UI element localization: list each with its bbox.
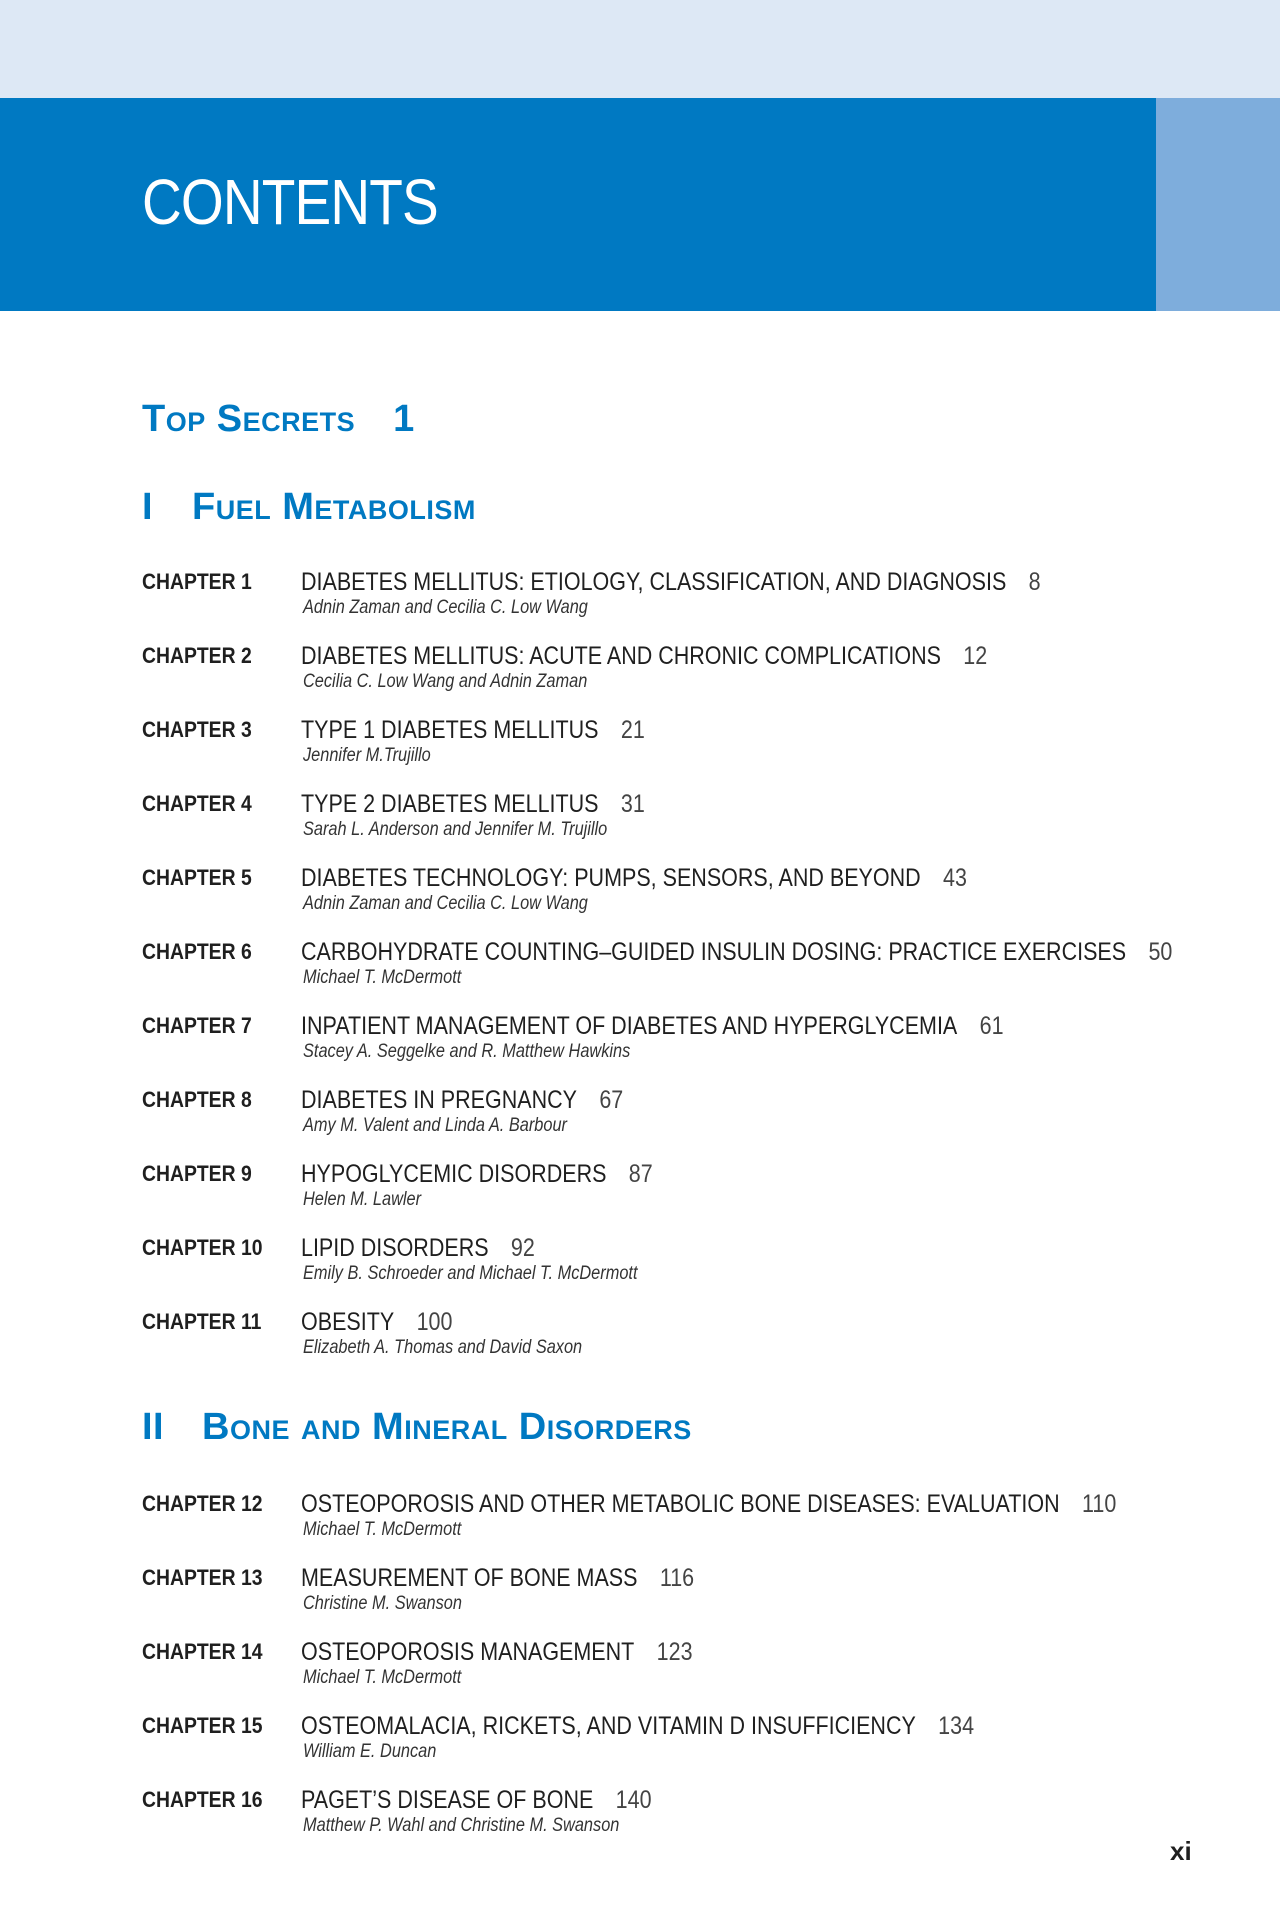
chapter-entry[interactable] [142, 1308, 1182, 1382]
chapter-title-line [301, 1786, 1059, 1814]
chapter-title-line [301, 790, 1059, 818]
chapter-body [301, 1308, 1182, 1382]
chapter-title-line [301, 716, 1059, 744]
chapter-title[interactable]: OSTEOMALACIA, RICKETS, AND VITAMIN D INSUFFICIENCY [301, 1712, 916, 1740]
part-title: Bone and Mineral Disorders [202, 1406, 692, 1448]
chapter-page-number: 92 [510, 1234, 535, 1262]
chapter-label: CHAPTER 14 [142, 1639, 263, 1664]
chapter-body [301, 1086, 1182, 1160]
chapter-entry[interactable] [142, 1490, 1182, 1564]
chapter-entry[interactable] [142, 790, 1182, 864]
chapter-label: CHAPTER 11 [142, 1309, 262, 1334]
chapter-entry[interactable] [142, 864, 1182, 938]
chapter-authors: Michael T. McDermott [303, 967, 462, 988]
chapter-title-line [301, 1160, 1059, 1188]
chapter-title[interactable]: TYPE 2 DIABETES MELLITUS [301, 790, 599, 818]
part-number: II [142, 1406, 165, 1448]
top-secrets-label: Top Secrets [142, 398, 356, 440]
chapter-authors: Matthew P. Wahl and Christine M. Swanson [303, 1815, 620, 1836]
chapter-body [301, 1234, 1182, 1308]
chapter-title[interactable]: DIABETES IN PREGNANCY [301, 1086, 577, 1114]
chapter-authors: Sarah L. Anderson and Jennifer M. Trujillo [303, 819, 608, 840]
chapter-title[interactable]: INPATIENT MANAGEMENT OF DIABETES AND HYPERGLYCEMIA [301, 1012, 958, 1040]
chapter-page-number: 61 [979, 1012, 1004, 1040]
part-number: I [142, 486, 154, 528]
chapter-title-line [301, 1490, 1116, 1518]
chapter-label: CHAPTER 9 [142, 1161, 252, 1186]
chapter-body [301, 642, 1182, 716]
chapter-title[interactable]: DIABETES TECHNOLOGY: PUMPS, SENSORS, AND BEYOND [301, 864, 921, 892]
chapter-body [301, 1012, 1182, 1086]
chapter-authors: Adnin Zaman and Cecilia C. Low Wang [303, 893, 588, 914]
chapter-body [301, 938, 1280, 1012]
chapter-page-number: 123 [656, 1638, 693, 1666]
chapter-page-number: 50 [1148, 938, 1173, 966]
chapter-authors: Adnin Zaman and Cecilia C. Low Wang [303, 597, 588, 618]
chapter-title-line [301, 1638, 1059, 1666]
chapter-title[interactable]: PAGET’S DISEASE OF BONE [301, 1786, 594, 1814]
chapter-label: CHAPTER 3 [142, 717, 252, 742]
chapter-title[interactable]: LIPID DISORDERS [301, 1234, 489, 1262]
chapter-label: CHAPTER 15 [142, 1713, 263, 1738]
chapter-entry[interactable] [142, 642, 1182, 716]
chapter-page-number: 140 [615, 1786, 652, 1814]
chapter-body [301, 716, 1182, 790]
chapter-label: CHAPTER 6 [142, 939, 252, 964]
chapter-page-number: 8 [1028, 568, 1041, 596]
chapter-entry[interactable] [142, 938, 1182, 1012]
chapter-title[interactable]: MEASUREMENT OF BONE MASS [301, 1564, 638, 1592]
chapter-title[interactable]: TYPE 1 DIABETES MELLITUS [301, 716, 599, 744]
part-title: Fuel Metabolism [192, 486, 476, 528]
chapter-body [301, 864, 1182, 938]
chapter-page-number: 67 [599, 1086, 624, 1114]
chapter-title-line [301, 864, 1059, 892]
chapter-page-number: 43 [943, 864, 967, 892]
chapter-page-number: 116 [659, 1564, 695, 1592]
chapter-label: CHAPTER 2 [142, 643, 252, 668]
chapter-title[interactable]: OBESITY [301, 1308, 395, 1336]
chapter-title[interactable]: CARBOHYDRATE COUNTING–GUIDED INSULIN DOSING: PRACTICE EXERCISES [301, 938, 1127, 966]
part-heading [142, 1408, 1182, 1460]
chapter-title-line [301, 1086, 1059, 1114]
chapter-body [301, 1638, 1182, 1712]
top-band [0, 0, 1280, 98]
header-tab [1156, 98, 1280, 311]
page-number: xi [1170, 1836, 1192, 1866]
chapter-body [301, 1786, 1182, 1860]
chapter-entry[interactable] [142, 1564, 1182, 1638]
chapter-authors: Amy M. Valent and Linda A. Barbour [303, 1115, 568, 1136]
chapter-title-line [301, 568, 1059, 596]
chapter-entry[interactable] [142, 1786, 1182, 1860]
chapter-authors: Helen M. Lawler [303, 1189, 422, 1210]
chapter-entry[interactable] [142, 1234, 1182, 1308]
chapter-entry[interactable] [142, 716, 1182, 790]
chapter-title-line [301, 1012, 1059, 1040]
chapter-body [301, 790, 1182, 864]
chapter-authors: Christine M. Swanson [303, 1593, 462, 1614]
chapter-authors: Elizabeth A. Thomas and David Saxon [303, 1337, 583, 1358]
chapter-title-line [301, 938, 1172, 966]
chapter-authors: Stacey A. Seggelke and R. Matthew Hawkins [303, 1041, 631, 1062]
contents-list [142, 400, 1182, 1860]
chapter-label: CHAPTER 13 [142, 1565, 263, 1590]
chapter-label: CHAPTER 7 [142, 1013, 252, 1038]
chapter-entry[interactable] [142, 568, 1182, 642]
chapter-body [301, 1712, 1182, 1786]
chapter-authors: Jennifer M.Trujillo [303, 745, 431, 766]
chapter-entry[interactable] [142, 1160, 1182, 1234]
chapter-label: CHAPTER 4 [142, 791, 252, 816]
chapter-entry[interactable] [142, 1638, 1182, 1712]
chapter-authors: Michael T. McDermott [303, 1667, 462, 1688]
chapter-label: CHAPTER 1 [142, 569, 252, 594]
chapter-body [301, 1490, 1249, 1564]
top-secrets-heading [142, 400, 1182, 452]
chapter-authors: Cecilia C. Low Wang and Adnin Zaman [303, 671, 588, 692]
chapter-label: CHAPTER 5 [142, 865, 252, 890]
chapter-authors: Michael T. McDermott [303, 1519, 462, 1540]
chapter-label: CHAPTER 16 [142, 1787, 263, 1812]
chapter-title-line [301, 1564, 1059, 1592]
chapter-authors: William E. Duncan [303, 1741, 437, 1762]
part-heading [142, 488, 1182, 540]
chapter-title[interactable]: HYPOGLYCEMIC DISORDERS [301, 1160, 607, 1188]
chapter-title[interactable]: DIABETES MELLITUS: ETIOLOGY, CLASSIFICATION, AND DIAGNOSIS [301, 568, 1007, 596]
chapter-page-number: 110 [1082, 1490, 1117, 1518]
chapter-page-number: 21 [620, 716, 645, 744]
chapter-label: CHAPTER 10 [142, 1235, 263, 1260]
chapter-entry[interactable] [142, 1086, 1182, 1160]
chapter-entry[interactable] [142, 1012, 1182, 1086]
chapter-title[interactable]: OSTEOPOROSIS AND OTHER METABOLIC BONE DISEASES: EVALUATION [301, 1490, 1060, 1518]
chapter-entry[interactable] [142, 1712, 1182, 1786]
chapter-page-number: 12 [963, 642, 988, 670]
chapter-title-line [301, 1308, 1059, 1336]
chapter-title-line [301, 642, 1059, 670]
chapter-body [301, 1564, 1182, 1638]
chapter-title[interactable]: OSTEOPOROSIS MANAGEMENT [301, 1638, 635, 1666]
chapter-page-number: 100 [416, 1308, 453, 1336]
chapter-label: CHAPTER 12 [142, 1491, 263, 1516]
page-title: CONTENTS [142, 166, 438, 238]
chapter-body [301, 568, 1182, 642]
chapter-list [142, 568, 1182, 1382]
chapter-page-number: 31 [620, 790, 645, 818]
chapter-authors: Emily B. Schroeder and Michael T. McDermott [303, 1263, 638, 1284]
chapter-title-line [301, 1234, 1059, 1262]
chapter-title[interactable]: DIABETES MELLITUS: ACUTE AND CHRONIC COMPLICATIONS [301, 642, 941, 670]
chapter-label: CHAPTER 8 [142, 1087, 252, 1112]
chapter-title-line [301, 1712, 1059, 1740]
top-secrets-page: 1 [393, 398, 415, 440]
chapter-list [142, 1490, 1182, 1860]
chapter-page-number: 134 [938, 1712, 975, 1740]
chapter-page-number: 87 [628, 1160, 653, 1188]
chapter-body [301, 1160, 1182, 1234]
